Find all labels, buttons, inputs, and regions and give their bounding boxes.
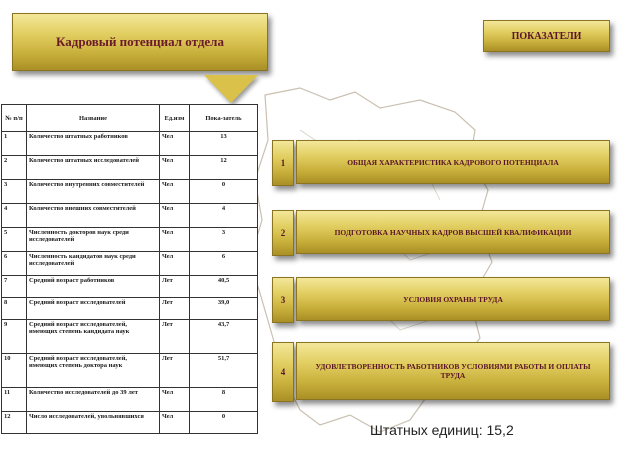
personnel-table: [1, 104, 258, 434]
row-value: 8: [190, 388, 258, 412]
row-number: 3: [2, 180, 27, 204]
row-name: Количество внешних совместителей: [27, 204, 160, 228]
row-value: 40,5: [190, 276, 258, 298]
row-name: Численность докторов наук среди исследователей: [27, 228, 160, 252]
table-row: [2, 204, 258, 228]
row-name: Число исследователей, увольнявшихся: [27, 412, 160, 434]
row-unit: Чел: [160, 388, 190, 412]
section-label: ОБЩАЯ ХАРАКТЕРИСТИКА КАДРОВОГО ПОТЕНЦИАЛА: [296, 140, 610, 184]
row-unit: Лет: [160, 320, 190, 354]
row-value: 6: [190, 252, 258, 276]
row-number: 2: [2, 156, 27, 180]
page-title: [12, 13, 268, 71]
row-number: 1: [2, 132, 27, 156]
row-value: 3: [190, 228, 258, 252]
table-row: [2, 180, 258, 204]
section-1[interactable]: [272, 140, 559, 184]
row-unit: Чел: [160, 204, 190, 228]
table-row: [2, 228, 258, 252]
row-name: Средний возраст исследователей, имеющих степень доктора наук: [27, 354, 160, 388]
table-row: [2, 298, 258, 320]
col-number: № п/п: [2, 105, 27, 132]
table-row: [2, 354, 258, 388]
row-name: Количество штатных исследователей: [27, 156, 160, 180]
row-name: Средний возраст работников: [27, 276, 160, 298]
row-value: 39,0: [190, 298, 258, 320]
col-unit: Ед.изм: [160, 105, 190, 132]
indicators-button[interactable]: [483, 20, 610, 52]
table-header-row: [2, 105, 258, 132]
row-unit: Чел: [160, 252, 190, 276]
table-row: [2, 388, 258, 412]
row-number: 8: [2, 298, 27, 320]
row-unit: Лет: [160, 298, 190, 320]
section-number: 4: [272, 342, 294, 402]
row-number: 5: [2, 228, 27, 252]
section-4[interactable]: [272, 342, 591, 400]
row-unit: Чел: [160, 156, 190, 180]
row-value: 43,7: [190, 320, 258, 354]
table-row: [2, 276, 258, 298]
row-number: 9: [2, 320, 27, 354]
row-value: 51,7: [190, 354, 258, 388]
row-unit: Чел: [160, 412, 190, 434]
row-value: 12: [190, 156, 258, 180]
row-number: 6: [2, 252, 27, 276]
row-name: Количество штатных работников: [27, 132, 160, 156]
section-number: 2: [272, 210, 294, 256]
section-label: УДОВЛЕТВОРЕННОСТЬ РАБОТНИКОВ УСЛОВИЯМИ РАБОТЫ И ОПЛАТЫ ТРУДА: [296, 342, 610, 400]
row-name: Средний возраст исследователей: [27, 298, 160, 320]
row-number: 10: [2, 354, 27, 388]
row-unit: Чел: [160, 132, 190, 156]
section-2[interactable]: [272, 210, 572, 254]
col-value: Пока-затель: [190, 105, 258, 132]
row-unit: Лет: [160, 276, 190, 298]
row-unit: Чел: [160, 228, 190, 252]
row-unit: Чел: [160, 180, 190, 204]
table-row: [2, 132, 258, 156]
staff-units-text: Штатных единиц: 15,2: [370, 422, 514, 438]
page-title-text: Кадровый потенциал отдела: [56, 34, 224, 49]
section-number: 1: [272, 140, 294, 186]
row-value: 0: [190, 180, 258, 204]
table-row: [2, 320, 258, 354]
row-value: 13: [190, 132, 258, 156]
row-name: Средний возраст исследователей, имеющих степень кандидата наук: [27, 320, 160, 354]
down-arrow-icon: [204, 75, 258, 103]
table-row: [2, 252, 258, 276]
section-number: 3: [272, 277, 294, 323]
section-label: ПОДГОТОВКА НАУЧНЫХ КАДРОВ ВЫСШЕЙ КВАЛИФИКАЦИИ: [296, 210, 610, 254]
row-name: Количество исследователей до 39 лет: [27, 388, 160, 412]
col-name: Название: [27, 105, 160, 132]
row-name: Численность кандидатов наук среди исследователей: [27, 252, 160, 276]
row-number: 11: [2, 388, 27, 412]
row-number: 4: [2, 204, 27, 228]
section-3[interactable]: [272, 277, 503, 321]
row-unit: Лет: [160, 354, 190, 388]
row-value: 4: [190, 204, 258, 228]
table-row: [2, 156, 258, 180]
table-row: [2, 412, 258, 434]
section-label: УСЛОВИЯ ОХРАНЫ ТРУДА: [296, 277, 610, 321]
row-number: 12: [2, 412, 27, 434]
row-value: 0: [190, 412, 258, 434]
row-number: 7: [2, 276, 27, 298]
indicators-label: ПОКАЗАТЕЛИ: [511, 30, 582, 42]
row-name: Количество внутренних совместителей: [27, 180, 160, 204]
